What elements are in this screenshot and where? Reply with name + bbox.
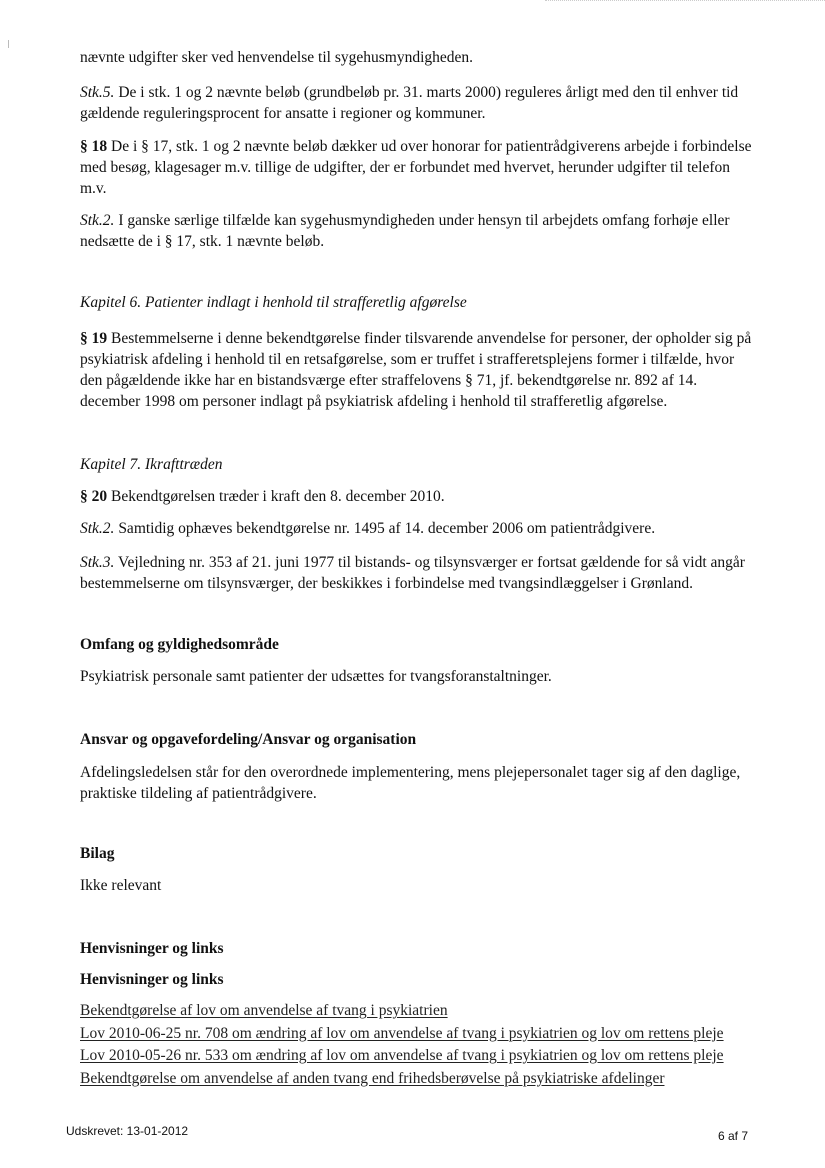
chapter-6-title: Kapitel 6. Patienter indlagt i henhold til strafferetlig afgørelse: [80, 294, 467, 311]
section-18-stk2-label: Stk.2.: [80, 212, 115, 229]
section-20-stk2-text: Samtidig ophæves bekendtgørelse nr. 1495 af 14. december 2006 om patientrådgivere.: [114, 520, 656, 537]
section-18-label: § 18: [80, 138, 108, 155]
bilag-heading: Bilag: [80, 845, 115, 862]
scope-text: Psykiatrisk personale samt patienter der udsættes for tvangsforanstaltninger.: [80, 668, 552, 685]
section-20-paragraph: [80, 486, 760, 507]
printed-date: Udskrevet: 13-01-2012: [66, 1124, 189, 1138]
section-20-stk3-paragraph: [80, 552, 760, 594]
intro-tail-paragraph: [80, 47, 760, 68]
reference-link[interactable]: Bekendtgørelse om anvendelse af anden tvang end frihedsberøvelse på psykiatriske afdelinger: [80, 1069, 665, 1087]
section-20-stk2-label: Stk.2.: [80, 520, 115, 537]
stk5-text: De i stk. 1 og 2 nævnte beløb (grundbeløb pr. 31. marts 2000) reguleres årligt med den til enhver tid gældende reguleringsprocent for ansatte i regioner og kommuner.: [80, 84, 739, 122]
page-number: 6 af 7: [718, 1129, 749, 1143]
reference-link[interactable]: Bekendtgørelse af lov om anvendelse af tvang i psykiatrien: [80, 1002, 448, 1019]
bilag-text: Ikke relevant: [80, 877, 162, 894]
section-18-text: De i § 17, stk. 1 og 2 nævnte beløb dækker ud over honorar for patientrådgiverens arbejde i forbindelse med besøg, klagesager m.v. tillige de udgifter, der er forbundet med hvervet, herunder udgifter til telefon m.v.: [80, 138, 752, 197]
responsibility-text: Afdelingsledelsen står for den overordnede implementering, mens plejepersonalet tager sig af den daglige, praktiske tildeling af patientrådgivere.: [80, 764, 741, 802]
section-20-stk3-text: Vejledning nr. 353 af 21. juni 1977 til bistands- og tilsynsværger er fortsat gældende for så vidt angår bestemmelserne om tilsynsværger, der beskikkes i forbindelse med tvangsindlæggelser i Grønland.: [80, 554, 745, 592]
chapter-7-title: Kapitel 7. Ikrafttræden: [80, 456, 223, 473]
stk5-paragraph: [80, 82, 760, 124]
references-link-list: [80, 1000, 760, 1090]
section-18-paragraph: [80, 136, 760, 199]
section-19-paragraph: [80, 328, 760, 412]
reference-link[interactable]: Lov 2010-05-26 nr. 533 om ændring af lov om anvendelse af tvang i psykiatrien og lov om rettens pleje: [80, 1047, 724, 1064]
section-20-stk3-label: Stk.3.: [80, 554, 115, 571]
reference-link[interactable]: Lov 2010-06-25 nr. 708 om ændring af lov om anvendelse af tvang i psykiatrien og lov om rettens pleje: [80, 1024, 724, 1042]
section-20-stk2-paragraph: [80, 518, 760, 539]
section-20-label: § 20: [80, 488, 108, 505]
section-19-text: Bestemmelserne i denne bekendtgørelse finder tilsvarende anvendelse for personer, der opholder sig på psykiatrisk afdeling i henhold til en retsafgørelse, som er truffet i strafferetsplejens former i tilfælde, hvor den pågældende ikke har en bistandsværge efter straffelovens § 71, jf. bekendtgørelse nr. 892 af 14. december 1998 om personer indlagt på psykiatrisk afdeling i henhold til strafferetlig afgørelse.: [80, 330, 752, 410]
margin-mark: [8, 40, 13, 48]
section-20-text: Bekendtgørelsen træder i kraft den 8. december 2010.: [107, 488, 445, 505]
scope-heading: Omfang og gyldighedsområde: [80, 636, 279, 653]
top-rule: [545, 0, 825, 2]
stk5-label: Stk.5.: [80, 84, 115, 101]
section-18-stk2-paragraph: [80, 210, 760, 252]
responsibility-heading: Ansvar og opgavefordeling/Ansvar og organisation: [80, 731, 417, 748]
section-18-stk2-text: I ganske særlige tilfælde kan sygehusmyndigheden under hensyn til arbejdets omfang forhøje eller nedsætte de i § 17, stk. 1 nævnte beløb.: [80, 212, 730, 250]
section-19-label: § 19: [80, 330, 108, 347]
intro-tail-text: nævnte udgifter sker ved henvendelse til sygehusmyndigheden.: [80, 49, 474, 66]
references-heading: Henvisninger og links: [80, 940, 224, 957]
references-subheading: Henvisninger og links: [80, 971, 224, 988]
